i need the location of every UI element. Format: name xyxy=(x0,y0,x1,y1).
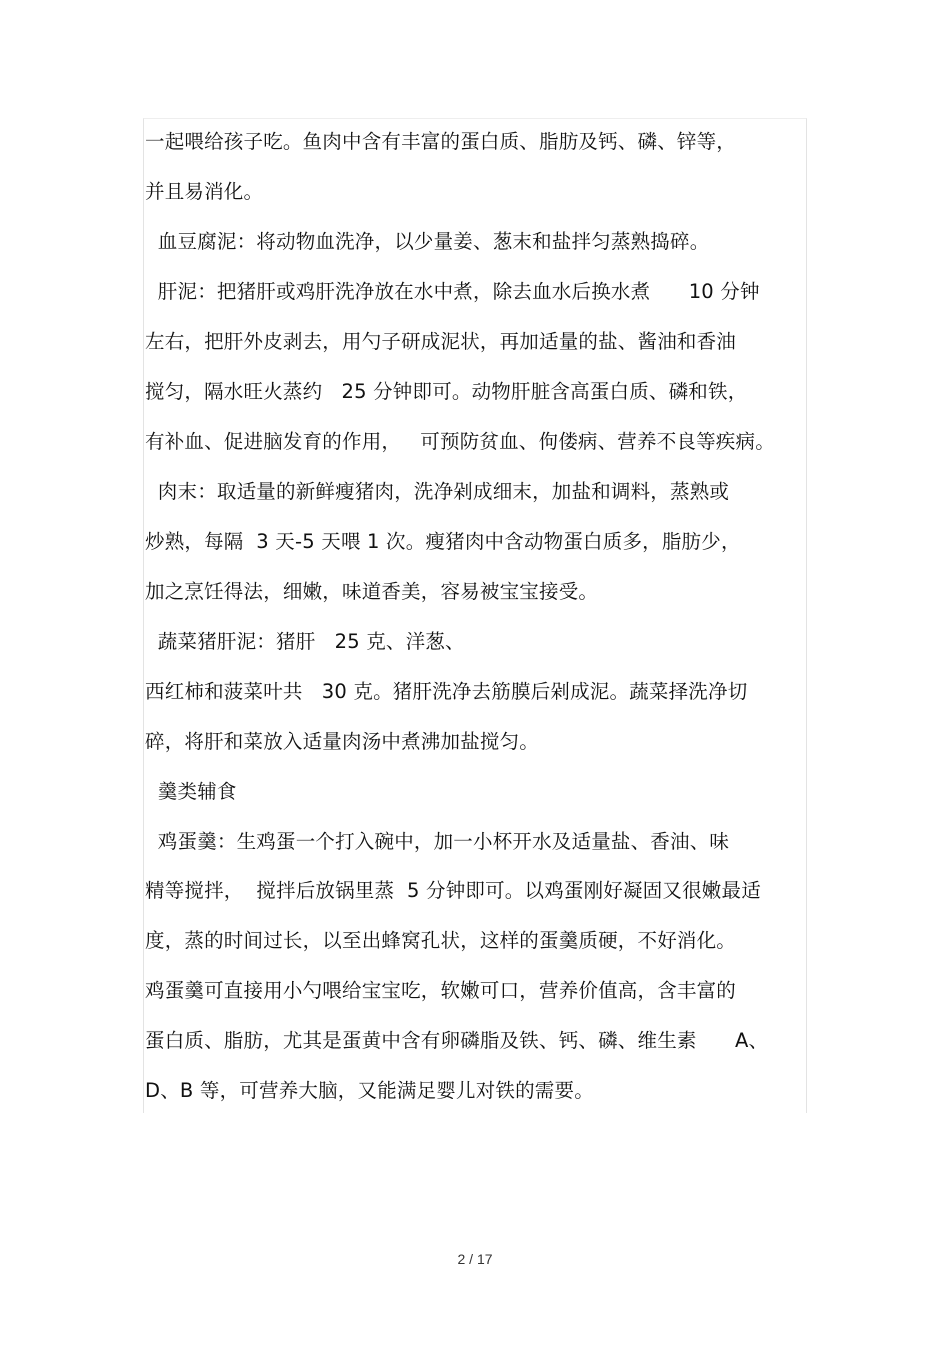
content-frame xyxy=(143,118,807,1113)
page-number: 2 / 17 xyxy=(457,1251,493,1267)
text-line: 度，蒸的时间过长，以至出蜂窝孔状，这样的蛋羹质硬，不好消化。 xyxy=(145,929,737,952)
text-line: 左右，把肝外皮剥去，用勺子研成泥状，再加适量的盐、酱油和香油 xyxy=(145,330,737,353)
text-line: 肉末：取适量的新鲜瘦猪肉，洗净剁成细末，加盐和调料，蒸熟或 xyxy=(145,480,730,503)
text-line: D、B 等，可营养大脑，又能满足婴儿对铁的需要。 xyxy=(145,1079,594,1102)
text-line: 有补血、促进脑发育的作用， 可预防贫血、佝偻病、营养不良等疾病。 xyxy=(145,430,775,453)
text-line: 搅匀，隔水旺火蒸约 25 分钟即可。动物肝脏含高蛋白质、磷和铁， xyxy=(145,380,748,403)
text-line: 血豆腐泥：将动物血洗净，以少量姜、葱末和盐拌匀蒸熟捣碎。 xyxy=(145,230,710,253)
text-line: 肝泥：把猪肝或鸡肝洗净放在水中煮，除去血水后换水煮 10 分钟 xyxy=(145,280,760,303)
text-line: 鸡蛋羹可直接用小勺喂给宝宝吃，软嫩可口，营养价值高，含丰富的 xyxy=(145,979,737,1002)
text-line: 并且易消化。 xyxy=(145,180,264,203)
text-line: 一起喂给孩子吃。鱼肉中含有丰富的蛋白质、脂肪及钙、磷、锌等， xyxy=(145,130,737,153)
text-line: 西红柿和菠菜叶共 30 克。猪肝洗净去筋膜后剁成泥。蔬菜择洗净切 xyxy=(145,680,748,703)
text-line: 加之烹饪得法，细嫩，味道香美，容易被宝宝接受。 xyxy=(145,580,599,603)
text-line: 蛋白质、脂肪，尤其是蛋黄中含有卵磷脂及铁、钙、磷、维生素 A、 xyxy=(145,1029,769,1052)
text-line: 炒熟，每隔 3 天-5 天喂 1 次。瘦猪肉中含动物蛋白质多，脂肪少， xyxy=(145,530,741,553)
section-heading: 羹类辅食 xyxy=(145,780,237,803)
text-line: 鸡蛋羹：生鸡蛋一个打入碗中，加一小杯开水及适量盐、香油、味 xyxy=(145,830,730,853)
text-line: 蔬菜猪肝泥：猪肝 25 克、洋葱、 xyxy=(145,630,465,653)
text-line: 精等搅拌， 搅拌后放锅里蒸 5 分钟即可。以鸡蛋刚好凝固又很嫩最适 xyxy=(145,879,761,902)
text-line: 碎，将肝和菜放入适量肉汤中煮沸加盐搅匀。 xyxy=(145,730,540,753)
